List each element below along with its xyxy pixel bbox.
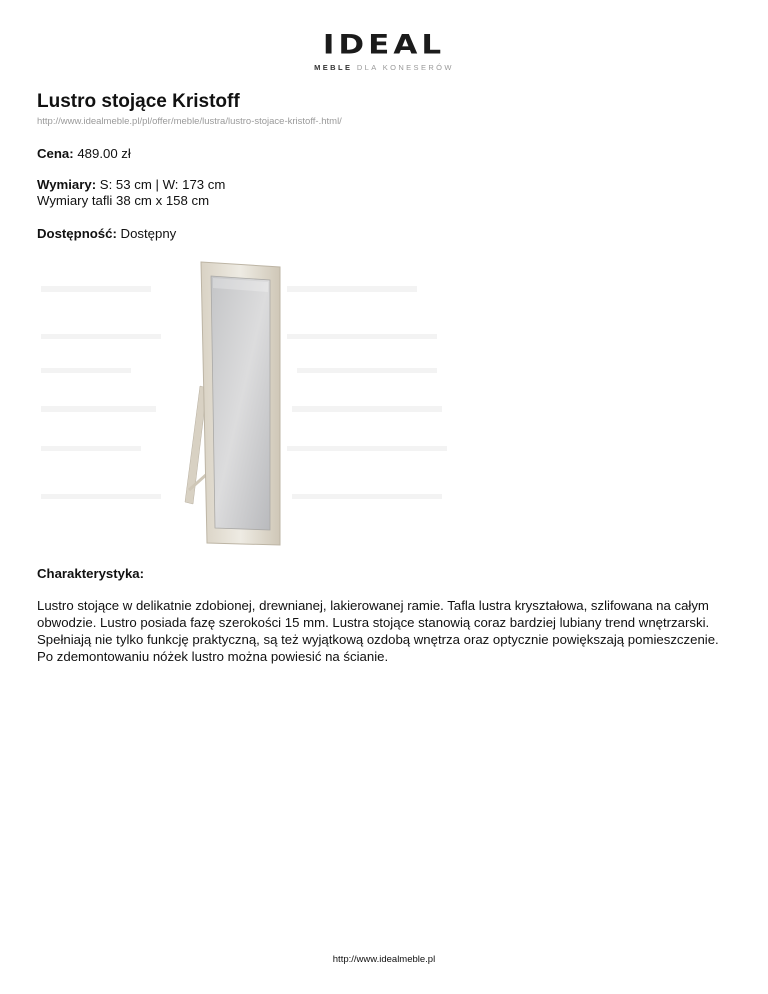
mirror-pane-dimensions: Wymiary tafli 38 cm x 158 cm — [37, 193, 210, 208]
dimensions-field — [37, 177, 225, 209]
availability-field — [37, 226, 176, 242]
availability-label: Dostępność: — [37, 226, 117, 241]
logo-tagline — [314, 63, 454, 72]
product-title: Lustro stojące Kristoff — [37, 91, 240, 112]
logo-tagline-meble: MEBLE — [314, 63, 353, 72]
product-image — [37, 258, 457, 550]
price-value: 489.00 zł — [77, 146, 131, 161]
characteristics-text: Lustro stojące w delikatnie zdobionej, drewnianej, lakierowanej ramie. Tafla lustra kryształowa, szlifowana na całym obwodzie. Lustro posiada fazę szerokości 15 mm. Lustra stojące stanowią coraz bardziej lubiany trend wnętrzarski. Spełniają nie tylko funkcję praktyczną, są też wyjątkową ozdobą wnętrza oraz optycznie powiększają pomieszczenie. Po zdemontowaniu nóżek lustro można powiesić na ścianie. — [37, 598, 719, 664]
price-field — [37, 146, 131, 162]
logo-wordmark: IDEAL — [322, 29, 446, 61]
product-url[interactable]: http://www.idealmeble.pl/pl/offer/meble/lustra/lustro-stojace-kristoff-.html/ — [37, 116, 342, 127]
dimensions-label: Wymiary: — [37, 177, 97, 192]
logo-tagline-rest: DLA KONESERÓW — [356, 63, 454, 72]
characteristics-heading: Charakterystyka: — [37, 566, 145, 581]
dimensions-value: S: 53 cm | W: 173 cm — [99, 177, 226, 192]
price-label: Cena: — [37, 146, 74, 161]
availability-value: Dostępny — [120, 226, 177, 241]
brand-logo — [0, 30, 768, 75]
footer-url[interactable]: http://www.idealmeble.pl — [332, 954, 436, 965]
